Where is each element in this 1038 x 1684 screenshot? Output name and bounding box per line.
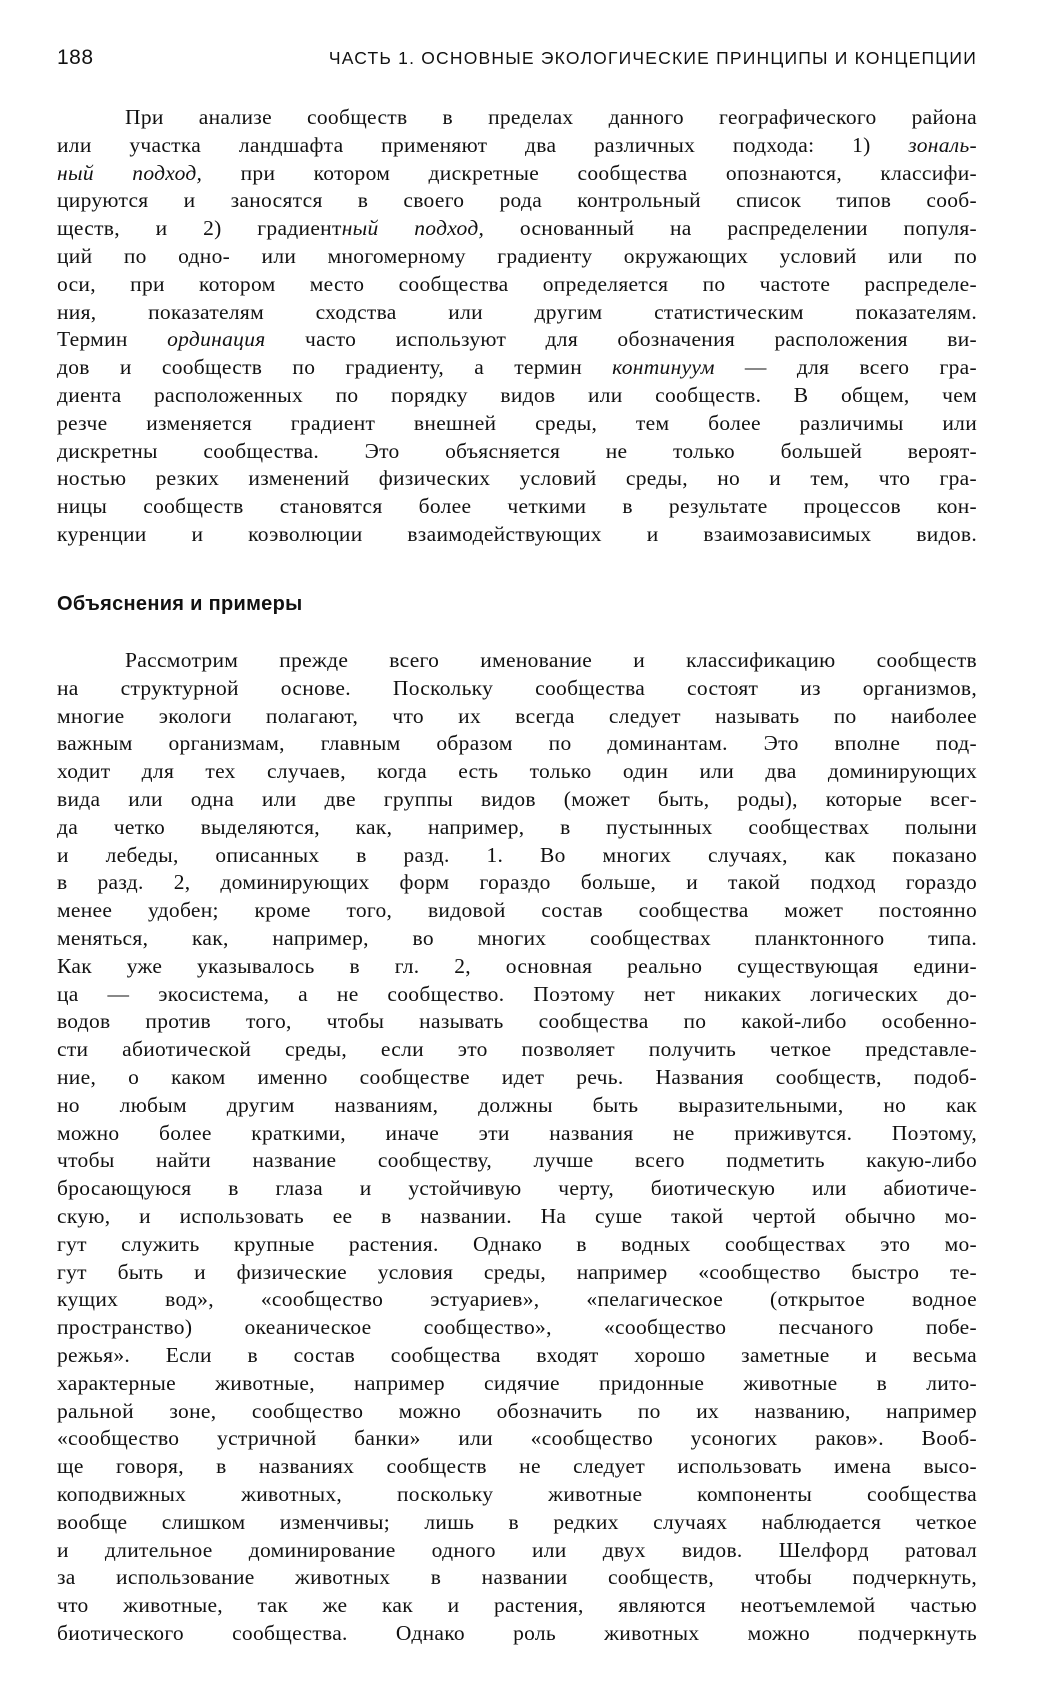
- text-line: меняться, как, например, во многих сообществах планктонного типа.: [57, 925, 977, 950]
- paragraph-approaches: [57, 104, 977, 549]
- text-line: ральной зоне, сообщество можно обозначить по их названию, например: [57, 1398, 977, 1423]
- text-line: за использование животных в названии сообществ, чтобы подчеркнуть,: [57, 1565, 977, 1590]
- text-line: характерные животные, например сидячие придонные животные в лито-: [57, 1370, 977, 1395]
- text-line: ный подход, при котором дискретные сообщества опознаются, классифи-: [57, 160, 977, 185]
- text-line: да четко выделяются, как, например, в пустынных сообществах полыни: [57, 814, 977, 839]
- text-line: скую, и использовать ее в названии. На суше такой чертой обычно мо-: [57, 1203, 977, 1228]
- text-line: ществ, и 2) градиентный подход, основанный на распределении популя-: [57, 216, 977, 241]
- text-line: на структурной основе. Поскольку сообщества состоят из организмов,: [57, 675, 977, 700]
- text-line: бросающуюся в глаза и устойчивую черту, биотическую или абиотиче-: [57, 1176, 977, 1201]
- text-line: можно более краткими, иначе эти названия не приживутся. Поэтому,: [57, 1120, 977, 1145]
- paragraph-examples: [57, 647, 977, 1648]
- text-line: ностью резких изменений физических условий среды, но и тем, что гра-: [57, 466, 977, 491]
- text-line: сти абиотической среды, если это позволяет получить четкое представле-: [57, 1037, 977, 1062]
- section-heading: Объяснения и примеры: [57, 593, 303, 615]
- text-line: ние, о каком именно сообществе идет речь. Названия сообществ, подоб-: [57, 1064, 977, 1089]
- text-line: биотического сообщества. Однако роль животных можно подчеркнуть: [57, 1620, 977, 1645]
- text-line: ций по одно- или многомерному градиенту окружающих условий или по: [57, 243, 977, 268]
- page-number: 188: [57, 46, 94, 69]
- text-line: Как уже указывалось в гл. 2, основная реально существующая едини-: [57, 953, 977, 978]
- text-line: оси, при котором место сообщества определяется по частоте распределе-: [57, 271, 977, 296]
- text-line: дискретны сообщества. Это объясняется не только большей вероят-: [57, 438, 977, 463]
- text-line: цируются и заносятся в своего рода контрольный список типов сооб-: [57, 188, 977, 213]
- text-line: менее удобен; кроме того, видовой состав сообщества может постоянно: [57, 898, 977, 923]
- text-line: чтобы найти название сообществу, лучше всего подметить какую-либо: [57, 1148, 977, 1173]
- text-line: в разд. 2, доминирующих форм гораздо больше, и такой подход гораздо: [57, 870, 977, 895]
- text-line: что животные, так же как и растения, являются неотъемлемой частью: [57, 1593, 977, 1618]
- text-line: резче изменяется градиент внешней среды, тем более различимы или: [57, 410, 977, 435]
- text-line: ходит для тех случаев, когда есть только один или два доминирующих: [57, 759, 977, 784]
- text-line: гут служить крупные растения. Однако в водных сообществах это мо-: [57, 1231, 977, 1256]
- page-header: [57, 46, 977, 78]
- text-line: куренции и коэволюции взаимодействующих и взаимозависимых видов.: [57, 521, 977, 546]
- text-line: и лебеды, описанных в разд. 1. Во многих случаях, как показано: [57, 842, 977, 867]
- text-line: пространство) океаническое сообщество», «сообщество песчаного побе-: [57, 1315, 977, 1340]
- text-line: вообще слишком изменчивы; лишь в редких случаях наблюдается четкое: [57, 1509, 977, 1534]
- text-line: водов против того, чтобы называть сообщества по какой-либо особенно-: [57, 1009, 977, 1034]
- text-line: гут быть и физические условия среды, например «сообщество быстро те-: [57, 1259, 977, 1284]
- text-line: Рассмотрим прежде всего именование и классификацию сообществ: [125, 648, 977, 672]
- text-line: но любым другим названиям, должны быть выразительными, но как: [57, 1092, 977, 1117]
- text-line: многие экологи полагают, что их всегда следует называть по наиболее: [57, 703, 977, 728]
- text-line: ще говоря, в названиях сообществ не следует использовать имена высо-: [57, 1454, 977, 1479]
- text-line: ца — экосистема, а не сообщество. Поэтому нет никаких логических до-: [57, 981, 977, 1006]
- text-line: или участка ландшафта применяют два различных подхода: 1) зональ-: [57, 132, 977, 157]
- text-line: коподвижных животных, поскольку животные компоненты сообщества: [57, 1481, 977, 1506]
- running-head: ЧАСТЬ 1. ОСНОВНЫЕ ЭКОЛОГИЧЕСКИЕ ПРИНЦИПЫ И КОНЦЕПЦИИ: [328, 48, 977, 68]
- text-line: важным организмам, главным образом по доминантам. Это вполне под-: [57, 731, 977, 756]
- text-line: дов и сообществ по градиенту, а термин континуум — для всего гра-: [57, 355, 977, 380]
- text-line: режья». Если в состав сообщества входят хорошо заметные и весьма: [57, 1342, 977, 1367]
- text-line: ницы сообществ становятся более четкими в результате процессов кон-: [57, 494, 977, 519]
- text-line: диента расположенных по порядку видов или сообществ. В общем, чем: [57, 382, 977, 407]
- text-line: При анализе сообществ в пределах данного географического района: [125, 105, 977, 129]
- text-line: кущих вод», «сообщество эстуариев», «пелагическое (открытое водное: [57, 1287, 977, 1312]
- text-line: ния, показателям сходства или другим статистическим показателям.: [57, 299, 977, 324]
- text-line: Термин ординация часто используют для обозначения расположения ви-: [57, 327, 977, 352]
- text-line: «сообщество устричной банки» или «сообщество усоногих раков». Вооб-: [57, 1426, 977, 1451]
- text-line: вида или одна или две группы видов (может быть, роды), которые всег-: [57, 786, 977, 811]
- text-line: и длительное доминирование одного или двух видов. Шелфорд ратовал: [57, 1537, 977, 1562]
